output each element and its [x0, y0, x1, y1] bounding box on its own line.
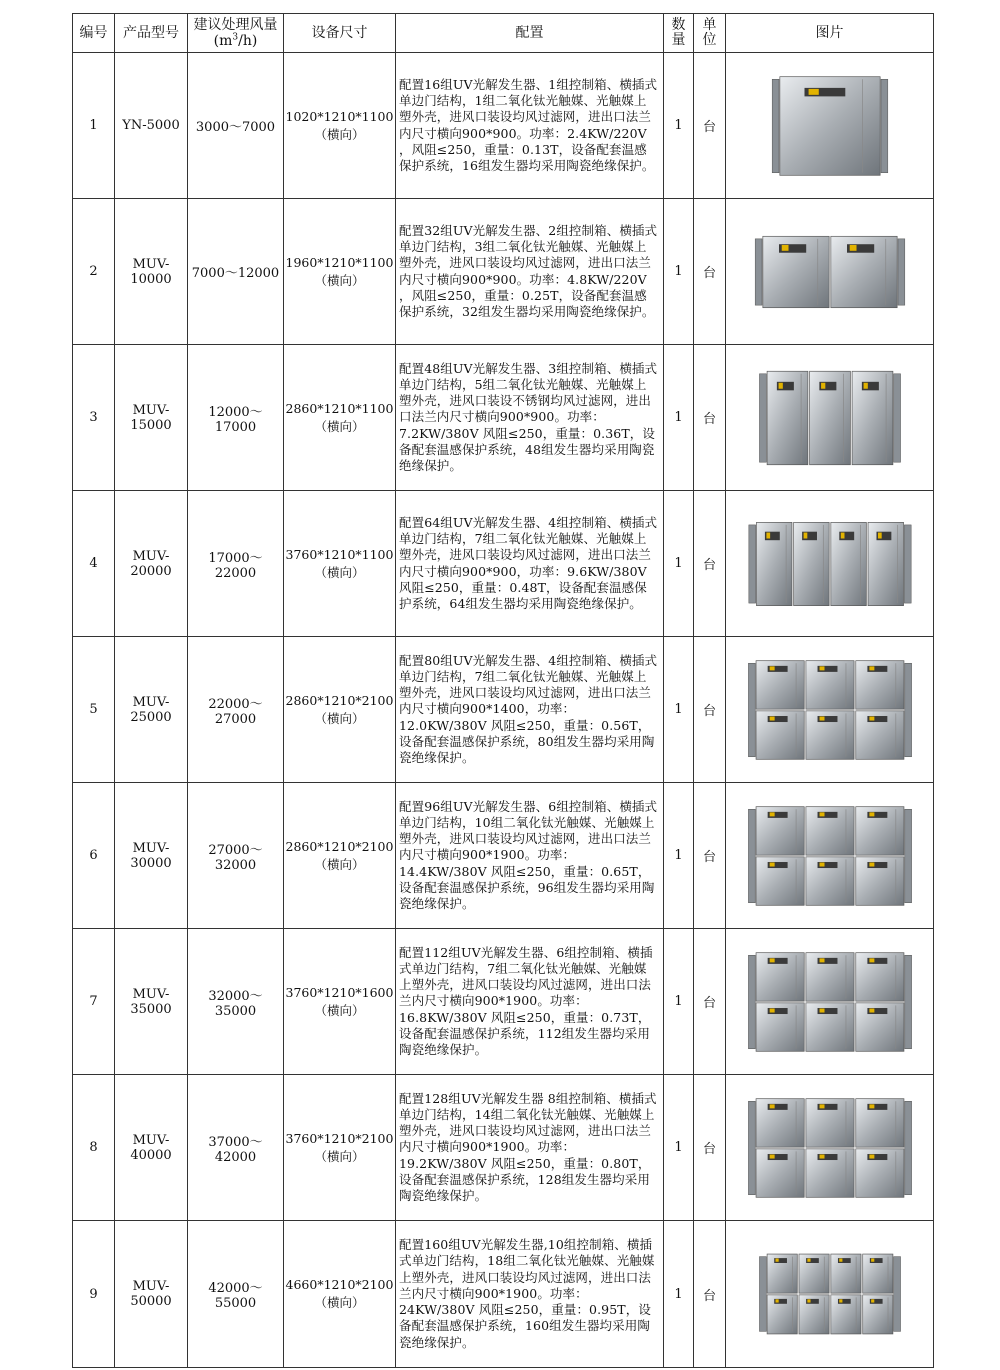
header-unit: 单 位	[694, 14, 726, 53]
size-value: 2860*1210*2100	[285, 838, 394, 854]
cell-model: MUV-30000	[115, 783, 188, 929]
cell-config: 配置96组UV光解发生器、6组控制箱、横插式单边门结构，10组二氧化钛光触媒、光触媒上塑外壳，进风口装设均风过滤网，进出口法兰内尺寸横向900*1900。功率：14.4KW/380V 风阻≤250，重量：0.65T，设备配套温感保护系统，96组发生器均采用陶瓷绝缘保护。	[396, 783, 664, 929]
cell-qty: 1	[664, 1075, 694, 1221]
table-row	[73, 345, 934, 491]
size-orientation: （横向）	[314, 1148, 365, 1164]
cell-model: MUV-20000	[115, 491, 188, 637]
cell-image	[726, 345, 934, 491]
cell-size	[284, 637, 396, 783]
header-no: 编号	[73, 14, 115, 53]
cell-airflow: 32000～35000	[188, 929, 284, 1075]
header-airflow	[188, 14, 284, 53]
table-row	[73, 199, 934, 345]
uv-unit-stacked-photo	[726, 645, 933, 775]
cell-no: 9	[73, 1221, 115, 1368]
cell-config: 配置64组UV光解发生器、4组控制箱、横插式单边门结构，7组二氧化钛光触媒、光触媒上塑外壳，进风口装设均风过滤网，进出口法兰内尺寸横向900*900，功率：9.6KW/380V 风阻≤250，重量：0.48T，设备配套温感保护系统，64组发生器均采用陶瓷绝缘保护。	[396, 491, 664, 637]
cell-config: 配置128组UV光解发生器 8组控制箱、横插式单边门结构，14组二氧化钛光触媒、光触媒上塑外壳，进风口装设均风过滤网，进出口法兰内尺寸横向900*1900。功率：19.2KW/380V 风阻≤250，重量：0.80T，设备配套温感保护系统，128组发生器均采用陶瓷绝缘保护。	[396, 1075, 664, 1221]
cell-unit: 台	[694, 1221, 726, 1368]
cell-image	[726, 491, 934, 637]
cell-image	[726, 637, 934, 783]
uv-unit-single-photo	[726, 61, 933, 191]
cell-size	[284, 1221, 396, 1368]
cell-config: 配置48组UV光解发生器、3组控制箱、横插式单边门结构，5组二氧化钛光触媒、光触媒上塑外壳，进风口装设不锈钢均风过滤网，进出口法兰内尺寸横向900*900。功率：7.2KW/380V 风阻≤250，重量：0.36T，设备配套温感保护系统，48组发生器均采用陶瓷绝缘保护。	[396, 345, 664, 491]
cell-airflow: 17000～22000	[188, 491, 284, 637]
cell-unit: 台	[694, 53, 726, 199]
size-orientation: （横向）	[314, 564, 365, 580]
cell-unit: 台	[694, 491, 726, 637]
cell-no: 7	[73, 929, 115, 1075]
cell-image	[726, 1221, 934, 1368]
cell-unit: 台	[694, 929, 726, 1075]
header-config: 配置	[396, 14, 664, 53]
cell-config: 配置160组UV光解发生器,10组控制箱、横插式单边门结构，18组二氧化钛光触媒、光触媒上塑外壳，进风口装设均风过滤网，进出口法兰内尺寸横向900*1900。功率：24KW/380V 风阻≤250，重量：0.95T，设备配套温感保护系统，160组发生器均采用陶瓷绝缘保护。	[396, 1221, 664, 1368]
table-row	[73, 53, 934, 199]
cell-unit: 台	[694, 783, 726, 929]
cell-no: 4	[73, 491, 115, 637]
header-qty: 数 量	[664, 14, 694, 53]
cell-no: 8	[73, 1075, 115, 1221]
size-value: 3760*1210*2100	[285, 1130, 394, 1146]
cell-size	[284, 345, 396, 491]
cell-qty: 1	[664, 783, 694, 929]
size-orientation: （横向）	[314, 710, 365, 726]
cell-image	[726, 783, 934, 929]
size-value: 1020*1210*1100	[285, 108, 394, 124]
cell-qty: 1	[664, 1221, 694, 1368]
size-orientation: （横向）	[314, 272, 365, 288]
cell-no: 6	[73, 783, 115, 929]
uv-unit-triple-photo	[726, 353, 933, 483]
cell-size	[284, 491, 396, 637]
cell-qty: 1	[664, 199, 694, 345]
cell-unit: 台	[694, 345, 726, 491]
cell-no: 5	[73, 637, 115, 783]
uv-unit-double-photo	[726, 207, 933, 337]
uv-unit-stacked-photo	[726, 791, 933, 921]
cell-model: MUV-40000	[115, 1075, 188, 1221]
size-orientation: （横向）	[314, 856, 365, 872]
table-row	[73, 929, 934, 1075]
cell-model: MUV-10000	[115, 199, 188, 345]
cell-model: MUV-15000	[115, 345, 188, 491]
cell-unit: 台	[694, 199, 726, 345]
size-orientation: （横向）	[314, 1002, 365, 1018]
cell-airflow: 7000～12000	[188, 199, 284, 345]
cell-airflow: 12000～17000	[188, 345, 284, 491]
uv-unit-stacked-photo	[726, 937, 933, 1067]
cell-model: MUV-35000	[115, 929, 188, 1075]
header-airflow-unit: $(m^3/h)$	[213, 32, 258, 49]
header-row	[73, 14, 934, 53]
cell-image	[726, 199, 934, 345]
cell-airflow: 22000～27000	[188, 637, 284, 783]
cell-qty: 1	[664, 637, 694, 783]
size-value: 3760*1210*1600	[285, 984, 394, 1000]
cell-image	[726, 1075, 934, 1221]
cell-airflow: 3000～7000	[188, 53, 284, 199]
uv-unit-stacked-photo	[726, 1083, 933, 1213]
cell-model: YN-5000	[115, 53, 188, 199]
table-row	[73, 637, 934, 783]
cell-size	[284, 929, 396, 1075]
cell-no: 2	[73, 199, 115, 345]
cell-size	[284, 1075, 396, 1221]
product-spec-table	[72, 13, 934, 1368]
cell-image	[726, 929, 934, 1075]
cell-unit: 台	[694, 1075, 726, 1221]
size-value: 4660*1210*2100	[285, 1277, 394, 1292]
cell-config: 配置112组UV光解发生器、6组控制箱、横插式单边门结构，7组二氧化钛光触媒、光触媒上塑外壳，进风口装设均风过滤网，进出口法兰内尺寸横向900*1900。功率：16.8KW/380V 风阻≤250，重量：0.73T，设备配套温感保护系统，112组发生器均采用陶瓷绝缘保护。	[396, 929, 664, 1075]
cell-image	[726, 53, 934, 199]
cell-qty: 1	[664, 345, 694, 491]
header-airflow-label: 建议处理风量	[193, 17, 278, 33]
cell-config: 配置32组UV光解发生器、2组控制箱、横插式单边门结构，3组二氧化钛光触媒、光触媒上塑外壳，进风口装设均风过滤网，进出口法兰内尺寸横向900*900。功率：4.8KW/220V ，风阻≤250，重量：0.25T，设备配套温感保护系统，32组发生器均采用陶瓷绝缘保护。	[396, 199, 664, 345]
cell-model: MUV-25000	[115, 637, 188, 783]
size-value: 2860*1210*1100	[285, 400, 394, 416]
size-orientation: （横向）	[314, 418, 365, 434]
cell-airflow: 37000～42000	[188, 1075, 284, 1221]
cell-unit: 台	[694, 637, 726, 783]
uv-unit-large-photo	[726, 1229, 933, 1359]
cell-config: 配置16组UV光解发生器、1组控制箱、横插式单边门结构，1组二氧化钛光触媒、光触媒上塑外壳，进风口装设均风过滤网，进出口法兰内尺寸横向900*900。功率：2.4KW/220V ，风阻≤250，重量：0.13T，设备配套温感保护系统，16组发生器均采用陶瓷绝缘保护。	[396, 53, 664, 199]
uv-unit-quad-photo	[726, 499, 933, 629]
size-value: 1960*1210*1100	[285, 254, 394, 270]
table-row	[73, 1221, 934, 1368]
cell-config: 配置80组UV光解发生器、4组控制箱、横插式单边门结构，7组二氧化钛光触媒、光触媒上塑外壳，进风口装设均风过滤网，进出口法兰内尺寸横向900*1400，功率：12.0KW/380V 风阻≤250，重量：0.56T，设备配套温感保护系统，80组发生器均采用陶瓷绝缘保护。	[396, 637, 664, 783]
size-orientation: （横向）	[314, 126, 365, 142]
cell-size	[284, 53, 396, 199]
table-row	[73, 491, 934, 637]
cell-qty: 1	[664, 491, 694, 637]
cell-no: 1	[73, 53, 115, 199]
cell-no: 3	[73, 345, 115, 491]
header-size: 设备尺寸	[284, 14, 396, 53]
size-orientation: （横向）	[314, 1295, 365, 1310]
cell-airflow: 42000～55000	[188, 1221, 284, 1368]
table-row	[73, 1075, 934, 1221]
size-value: 3760*1210*1100	[285, 546, 394, 562]
header-image: 图片	[726, 14, 934, 53]
size-value: 2860*1210*2100	[285, 692, 394, 708]
header-model: 产品型号	[115, 14, 188, 53]
cell-size	[284, 783, 396, 929]
cell-qty: 1	[664, 53, 694, 199]
cell-qty: 1	[664, 929, 694, 1075]
cell-airflow: 27000～32000	[188, 783, 284, 929]
cell-size	[284, 199, 396, 345]
cell-model: MUV-50000	[115, 1221, 188, 1368]
table-row	[73, 783, 934, 929]
